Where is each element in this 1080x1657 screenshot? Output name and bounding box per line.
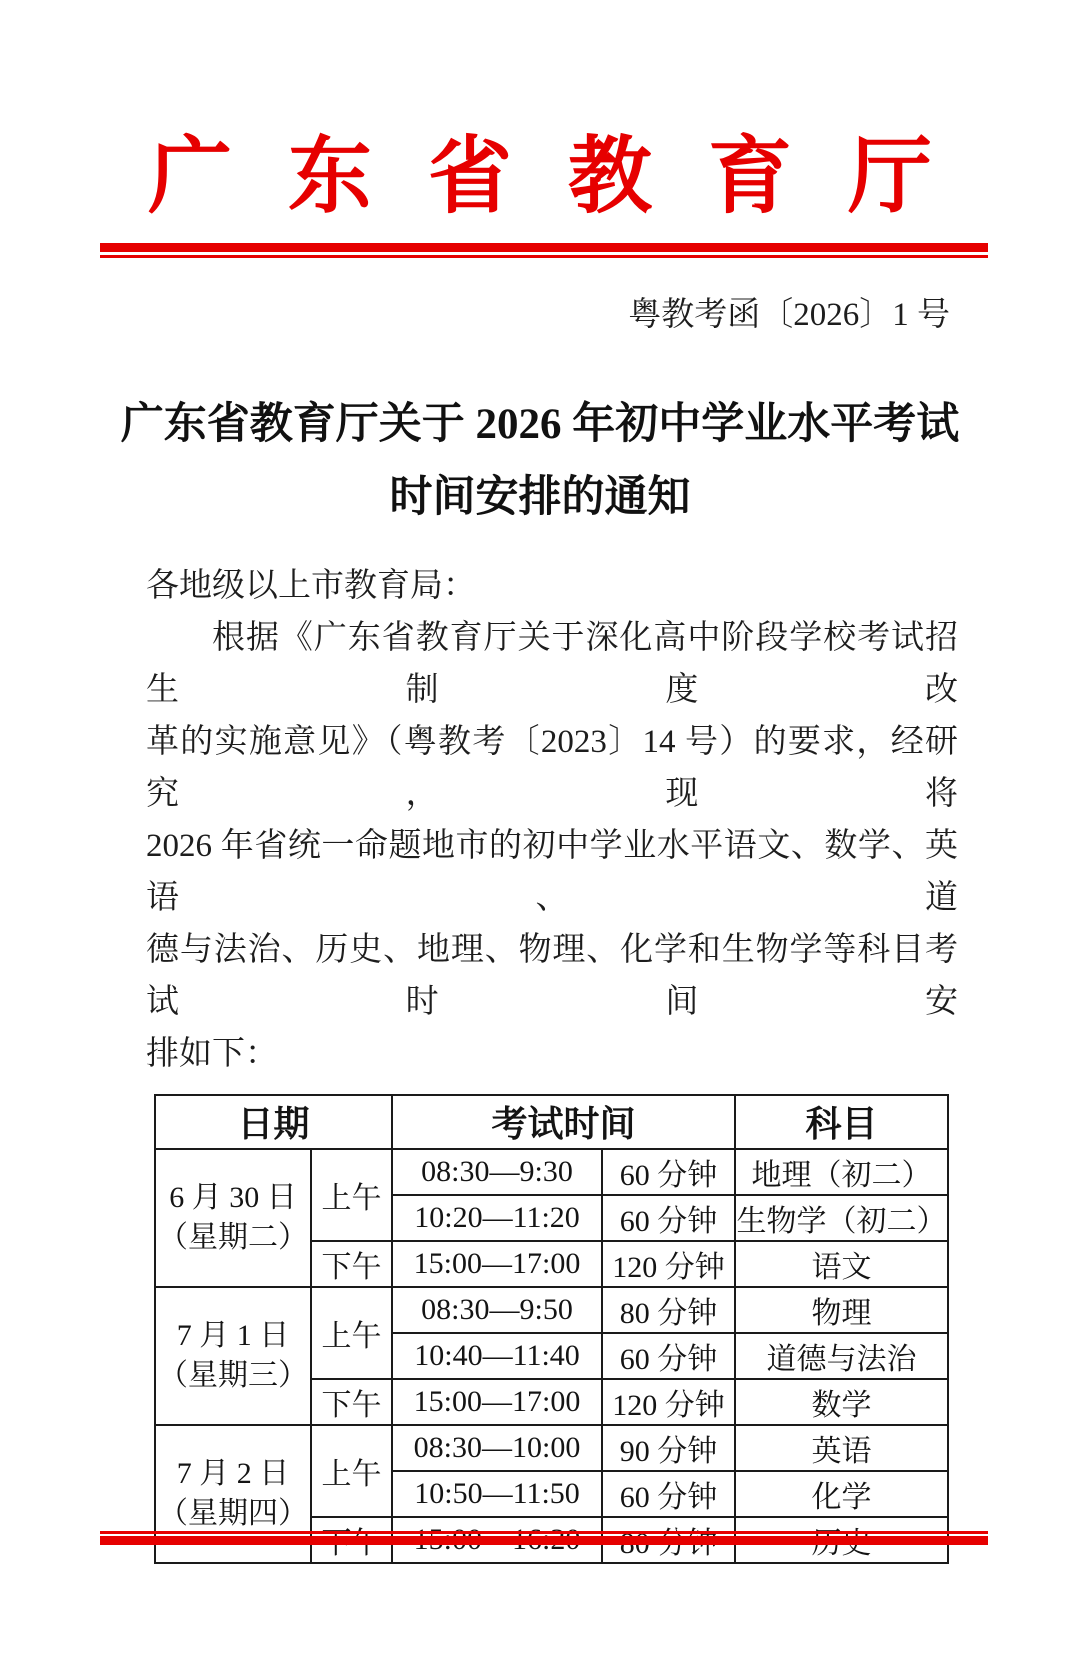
letterhead-separator xyxy=(100,243,988,258)
footer-separator xyxy=(100,1531,988,1545)
paragraph-line: 根据《广东省教育厅关于深化高中阶段学校考试招生制度改 xyxy=(146,619,958,708)
duration-cell: 120 分钟 xyxy=(602,1379,735,1425)
duration-cell: 90 分钟 xyxy=(602,1425,735,1471)
exam-schedule-table xyxy=(154,1094,949,1564)
time-cell: 08:30—9:50 xyxy=(392,1287,602,1333)
time-cell: 08:30—9:30 xyxy=(392,1149,602,1195)
duration-cell: 60 分钟 xyxy=(602,1471,735,1517)
notice-title-line2: 时间安排的通知 xyxy=(389,473,691,521)
col-header-time: 考试时间 xyxy=(392,1095,735,1149)
duration-cell: 120 分钟 xyxy=(602,1241,735,1287)
date-line2: （星期二） xyxy=(158,1220,308,1254)
col-header-subject: 科目 xyxy=(735,1095,948,1149)
table-row xyxy=(155,1149,948,1195)
time-cell: 15:00—17:00 xyxy=(392,1241,602,1287)
date-line1: 7 月 1 日 xyxy=(176,1318,290,1352)
agency-letterhead: 广东省教育厅 xyxy=(147,131,988,224)
duration-cell: 60 分钟 xyxy=(602,1195,735,1241)
subject-cell: 化学 xyxy=(735,1471,948,1517)
subject-cell: 物理 xyxy=(735,1287,948,1333)
period-cell: 上午 xyxy=(311,1149,392,1241)
separator-thick-line xyxy=(100,243,988,252)
separator-thick-line xyxy=(100,1536,988,1545)
separator-thin-line xyxy=(100,1531,988,1534)
date-line1: 6 月 30 日 xyxy=(169,1180,297,1214)
time-cell: 10:50—11:50 xyxy=(392,1471,602,1517)
document-page xyxy=(0,130,1080,1657)
separator-thin-line xyxy=(100,255,988,258)
notice-title xyxy=(0,388,1080,534)
subject-cell: 生物学（初二） xyxy=(735,1195,948,1241)
paragraph-line: 排如下： xyxy=(146,1035,278,1072)
date-line2: （星期四） xyxy=(158,1496,308,1530)
date-cell xyxy=(155,1149,311,1287)
date-cell xyxy=(155,1287,311,1425)
time-cell: 08:30—10:00 xyxy=(392,1425,602,1471)
notice-body xyxy=(146,560,958,1080)
date-line2: （星期三） xyxy=(158,1358,308,1392)
table-header-row xyxy=(155,1095,948,1149)
period-cell: 下午 xyxy=(311,1379,392,1425)
duration-cell: 60 分钟 xyxy=(602,1333,735,1379)
notice-title-line1: 广东省教育厅关于 2026 年初中学业水平考试 xyxy=(120,400,960,448)
time-cell: 15:00—17:00 xyxy=(392,1379,602,1425)
period-cell: 下午 xyxy=(311,1241,392,1287)
duration-cell: 60 分钟 xyxy=(602,1149,735,1195)
document-number: 粤教考函〔2026〕1 号 xyxy=(628,296,950,333)
subject-cell: 数学 xyxy=(735,1379,948,1425)
subject-cell: 地理（初二） xyxy=(735,1149,948,1195)
paragraph-line: 革的实施意见》（粤教考〔2023〕14 号）的要求，经研究，现将 xyxy=(146,723,958,812)
paragraph-line: 德与法治、历史、地理、物理、化学和生物学等科目考试时间安 xyxy=(146,931,958,1020)
duration-cell: 80 分钟 xyxy=(602,1287,735,1333)
table-row xyxy=(155,1425,948,1471)
date-line1: 7 月 2 日 xyxy=(176,1456,290,1490)
paragraph-line: 2026 年省统一命题地市的初中学业水平语文、数学、英语、道 xyxy=(146,827,958,916)
salutation: 各地级以上市教育局： xyxy=(146,567,476,604)
table-row xyxy=(155,1287,948,1333)
col-header-date: 日期 xyxy=(155,1095,392,1149)
time-cell: 10:20—11:20 xyxy=(392,1195,602,1241)
subject-cell: 道德与法治 xyxy=(735,1333,948,1379)
subject-cell: 英语 xyxy=(735,1425,948,1471)
time-cell: 10:40—11:40 xyxy=(392,1333,602,1379)
period-cell: 上午 xyxy=(311,1425,392,1517)
subject-cell: 语文 xyxy=(735,1241,948,1287)
period-cell: 上午 xyxy=(311,1287,392,1379)
